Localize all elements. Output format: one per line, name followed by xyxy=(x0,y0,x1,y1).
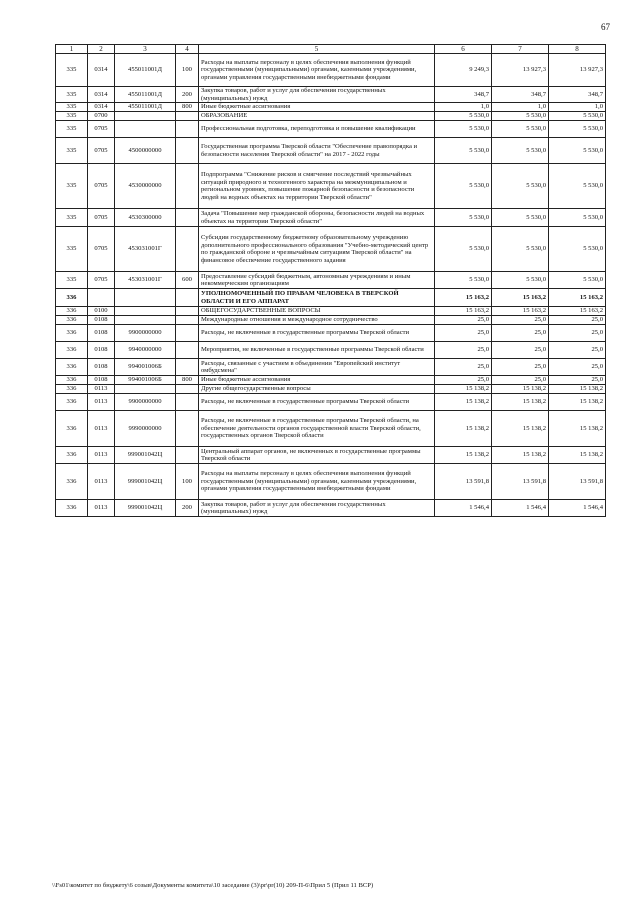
expense-type-cell xyxy=(176,112,199,121)
expense-type-cell: 200 xyxy=(176,87,199,103)
section-code-cell: 0113 xyxy=(88,394,115,411)
section-code-cell: 0113 xyxy=(88,464,115,500)
admin-code-cell: 336 xyxy=(56,316,88,325)
item-name-cell: Расходы, связанные с участием в объединении "Европейский институт омбудсмена" xyxy=(199,359,435,376)
table-row xyxy=(56,447,606,464)
section-code-cell: 0113 xyxy=(88,500,115,517)
amount-cell-col7: 15 138,2 xyxy=(492,447,549,464)
amount-cell-col8: 1 546,4 xyxy=(549,500,606,517)
table-row xyxy=(56,411,606,447)
item-name-cell: Расходы, не включенные в государственные программы Тверской области, на обеспечение деятельности органов государственной власти Тверской области, государственных органов Тверской области xyxy=(199,411,435,447)
item-name-cell: Субсидии государственному бюджетному образовательному учреждению дополнительного профессионального образования "Учебно-методический центр по гражданской обороне и чрезвычайным ситуациям Тверской области" на финансовое обеспечение государственного задания xyxy=(199,227,435,272)
section-code-cell: 0113 xyxy=(88,385,115,394)
table-row xyxy=(56,121,606,138)
expense-type-cell xyxy=(176,316,199,325)
col-header-7: 7 xyxy=(492,45,549,54)
col-header-8: 8 xyxy=(549,45,606,54)
col-header-5: 5 xyxy=(199,45,435,54)
expense-type-cell xyxy=(176,289,199,307)
admin-code-cell: 336 xyxy=(56,447,88,464)
admin-code-cell: 336 xyxy=(56,342,88,359)
expense-type-cell xyxy=(176,325,199,342)
admin-code-cell: 336 xyxy=(56,394,88,411)
amount-cell-col8: 5 530,0 xyxy=(549,227,606,272)
expense-type-cell: 800 xyxy=(176,103,199,112)
target-article-cell: 453031001Г xyxy=(115,227,176,272)
amount-cell-col6: 25,0 xyxy=(435,325,492,342)
table-row xyxy=(56,316,606,325)
target-article-cell: 453031001Г xyxy=(115,272,176,289)
amount-cell-col7: 25,0 xyxy=(492,359,549,376)
admin-code-cell: 335 xyxy=(56,164,88,209)
table-row xyxy=(56,289,606,307)
item-name-cell: Расходы, не включенные в государственные программы Тверской области xyxy=(199,325,435,342)
table-row xyxy=(56,103,606,112)
expense-type-cell: 200 xyxy=(176,500,199,517)
table-row xyxy=(56,227,606,272)
expense-type-cell xyxy=(176,447,199,464)
amount-cell-col6: 1,0 xyxy=(435,103,492,112)
expense-type-cell: 100 xyxy=(176,54,199,87)
amount-cell-col8: 15 138,2 xyxy=(549,385,606,394)
table-row xyxy=(56,385,606,394)
item-name-cell: Иные бюджетные ассигнования xyxy=(199,376,435,385)
section-code-cell: 0100 xyxy=(88,307,115,316)
expense-type-cell xyxy=(176,227,199,272)
amount-cell-col7: 5 530,0 xyxy=(492,112,549,121)
amount-cell-col8: 15 138,2 xyxy=(549,447,606,464)
admin-code-cell: 336 xyxy=(56,307,88,316)
amount-cell-col8: 15 163,2 xyxy=(549,289,606,307)
section-code-cell: 0705 xyxy=(88,164,115,209)
expense-type-cell xyxy=(176,359,199,376)
amount-cell-col8: 25,0 xyxy=(549,316,606,325)
amount-cell-col8: 5 530,0 xyxy=(549,121,606,138)
amount-cell-col6: 9 249,3 xyxy=(435,54,492,87)
expense-type-cell xyxy=(176,385,199,394)
item-name-cell: ОБРАЗОВАНИЕ xyxy=(199,112,435,121)
item-name-cell: Мероприятия, не включенные в государственные программы Тверской области xyxy=(199,342,435,359)
amount-cell-col7: 15 138,2 xyxy=(492,411,549,447)
target-article-cell xyxy=(115,112,176,121)
footer-file-path: \\Fs01\комитет по бюджету\6 созыв\Документы комитета\10 заседание (3)\pr\pr(10) 209-П-6\Прил 5 (Прил 11 ВСР) xyxy=(52,882,374,889)
expense-type-cell xyxy=(176,411,199,447)
target-article-cell: 999001042Ц xyxy=(115,447,176,464)
item-name-cell: Предоставление субсидий бюджетным, автономным учреждениям и иным некоммерческим организациям xyxy=(199,272,435,289)
amount-cell-col7: 15 163,2 xyxy=(492,307,549,316)
amount-cell-col8: 25,0 xyxy=(549,325,606,342)
section-code-cell xyxy=(88,289,115,307)
target-article-cell xyxy=(115,307,176,316)
target-article-cell: 4530000000 xyxy=(115,164,176,209)
expense-type-cell xyxy=(176,342,199,359)
amount-cell-col7: 25,0 xyxy=(492,376,549,385)
amount-cell-col6: 13 591,8 xyxy=(435,464,492,500)
expense-type-cell: 600 xyxy=(176,272,199,289)
amount-cell-col8: 25,0 xyxy=(549,359,606,376)
amount-cell-col8: 25,0 xyxy=(549,376,606,385)
amount-cell-col6: 15 163,2 xyxy=(435,307,492,316)
amount-cell-col6: 5 530,0 xyxy=(435,272,492,289)
target-article-cell: 999001042Ц xyxy=(115,464,176,500)
amount-cell-col7: 5 530,0 xyxy=(492,138,549,164)
expense-type-cell xyxy=(176,121,199,138)
amount-cell-col6: 25,0 xyxy=(435,376,492,385)
amount-cell-col7: 15 138,2 xyxy=(492,385,549,394)
admin-code-cell: 336 xyxy=(56,376,88,385)
amount-cell-col6: 348,7 xyxy=(435,87,492,103)
admin-code-cell: 335 xyxy=(56,227,88,272)
amount-cell-col8: 15 138,2 xyxy=(549,411,606,447)
target-article-cell: 999001042Ц xyxy=(115,500,176,517)
table-row xyxy=(56,112,606,121)
item-name-cell: ОБЩЕГОСУДАРСТВЕННЫЕ ВОПРОСЫ xyxy=(199,307,435,316)
amount-cell-col8: 13 927,3 xyxy=(549,54,606,87)
item-name-cell: УПОЛНОМОЧЕННЫЙ ПО ПРАВАМ ЧЕЛОВЕКА В ТВЕРСКОЙ ОБЛАСТИ И ЕГО АППАРАТ xyxy=(199,289,435,307)
admin-code-cell: 336 xyxy=(56,385,88,394)
item-name-cell: Иные бюджетные ассигнования xyxy=(199,103,435,112)
amount-cell-col6: 15 138,2 xyxy=(435,447,492,464)
item-name-cell: Закупка товаров, работ и услуг для обеспечения государственных (муниципальных) нужд xyxy=(199,87,435,103)
amount-cell-col8: 5 530,0 xyxy=(549,272,606,289)
section-code-cell: 0705 xyxy=(88,138,115,164)
section-code-cell: 0108 xyxy=(88,376,115,385)
admin-code-cell: 335 xyxy=(56,138,88,164)
section-code-cell: 0314 xyxy=(88,103,115,112)
budget-table xyxy=(55,44,606,517)
admin-code-cell: 336 xyxy=(56,411,88,447)
amount-cell-col6: 5 530,0 xyxy=(435,209,492,227)
amount-cell-col8: 1,0 xyxy=(549,103,606,112)
table-row xyxy=(56,342,606,359)
amount-cell-col8: 25,0 xyxy=(549,342,606,359)
target-article-cell: 9900000000 xyxy=(115,394,176,411)
expense-type-cell: 100 xyxy=(176,464,199,500)
section-code-cell: 0108 xyxy=(88,325,115,342)
amount-cell-col6: 15 138,2 xyxy=(435,411,492,447)
target-article-cell: 4530300000 xyxy=(115,209,176,227)
amount-cell-col7: 5 530,0 xyxy=(492,272,549,289)
target-article-cell: 9900000000 xyxy=(115,325,176,342)
table-row xyxy=(56,272,606,289)
table-row xyxy=(56,394,606,411)
section-code-cell: 0314 xyxy=(88,87,115,103)
admin-code-cell: 335 xyxy=(56,209,88,227)
page-number: 67 xyxy=(601,22,610,32)
target-article-cell xyxy=(115,385,176,394)
amount-cell-col6: 5 530,0 xyxy=(435,227,492,272)
target-article-cell xyxy=(115,289,176,307)
admin-code-cell: 335 xyxy=(56,87,88,103)
amount-cell-col7: 15 163,2 xyxy=(492,289,549,307)
target-article-cell: 455011001Д xyxy=(115,54,176,87)
expense-type-cell xyxy=(176,209,199,227)
target-article-cell xyxy=(115,316,176,325)
target-article-cell: 4500000000 xyxy=(115,138,176,164)
section-code-cell: 0108 xyxy=(88,316,115,325)
item-name-cell: Государственная программа Тверской области "Обеспечение правопорядка и безопасности населения Тверской области" на 2017 - 2022 годы xyxy=(199,138,435,164)
amount-cell-col7: 1,0 xyxy=(492,103,549,112)
col-header-2: 2 xyxy=(88,45,115,54)
table-header-row xyxy=(56,45,606,54)
admin-code-cell: 336 xyxy=(56,464,88,500)
admin-code-cell: 335 xyxy=(56,121,88,138)
amount-cell-col6: 15 138,2 xyxy=(435,394,492,411)
expense-type-cell xyxy=(176,138,199,164)
section-code-cell: 0705 xyxy=(88,272,115,289)
amount-cell-col6: 5 530,0 xyxy=(435,112,492,121)
expense-type-cell xyxy=(176,394,199,411)
section-code-cell: 0705 xyxy=(88,209,115,227)
item-name-cell: Расходы на выплаты персоналу в целях обеспечения выполнения функций государственными (муниципальными) органами, казенными учреждениями, органами управления государственными внебюджетными фондами xyxy=(199,464,435,500)
amount-cell-col7: 5 530,0 xyxy=(492,227,549,272)
amount-cell-col7: 1 546,4 xyxy=(492,500,549,517)
item-name-cell: Подпрограмма "Снижение рисков и смягчение последствий чрезвычайных ситуаций природного и техногенного характера на межмуниципальном и региональном уровнях, повышение пожарной безопасности и безопасности людей на водных объектах на территории Тверской области" xyxy=(199,164,435,209)
table-row xyxy=(56,209,606,227)
expense-type-cell xyxy=(176,307,199,316)
amount-cell-col8: 13 591,8 xyxy=(549,464,606,500)
amount-cell-col6: 25,0 xyxy=(435,316,492,325)
col-header-4: 4 xyxy=(176,45,199,54)
target-article-cell xyxy=(115,121,176,138)
amount-cell-col6: 25,0 xyxy=(435,342,492,359)
section-code-cell: 0113 xyxy=(88,411,115,447)
section-code-cell: 0108 xyxy=(88,359,115,376)
section-code-cell: 0113 xyxy=(88,447,115,464)
table-row xyxy=(56,307,606,316)
amount-cell-col7: 25,0 xyxy=(492,325,549,342)
section-code-cell: 0700 xyxy=(88,112,115,121)
table-row xyxy=(56,54,606,87)
admin-code-cell: 336 xyxy=(56,359,88,376)
amount-cell-col7: 25,0 xyxy=(492,316,549,325)
table-row xyxy=(56,164,606,209)
target-article-cell: 455011001Д xyxy=(115,87,176,103)
amount-cell-col7: 25,0 xyxy=(492,342,549,359)
amount-cell-col6: 1 546,4 xyxy=(435,500,492,517)
target-article-cell: 9940000000 xyxy=(115,342,176,359)
admin-code-cell: 336 xyxy=(56,289,88,307)
amount-cell-col8: 5 530,0 xyxy=(549,112,606,121)
amount-cell-col8: 5 530,0 xyxy=(549,164,606,209)
amount-cell-col7: 15 138,2 xyxy=(492,394,549,411)
table-row xyxy=(56,325,606,342)
amount-cell-col7: 13 927,3 xyxy=(492,54,549,87)
section-code-cell: 0705 xyxy=(88,121,115,138)
amount-cell-col6: 5 530,0 xyxy=(435,138,492,164)
section-code-cell: 0108 xyxy=(88,342,115,359)
amount-cell-col6: 5 530,0 xyxy=(435,164,492,209)
table-body xyxy=(56,54,606,517)
section-code-cell: 0314 xyxy=(88,54,115,87)
expense-type-cell xyxy=(176,164,199,209)
amount-cell-col8: 15 163,2 xyxy=(549,307,606,316)
target-article-cell: 9990000000 xyxy=(115,411,176,447)
amount-cell-col6: 5 530,0 xyxy=(435,121,492,138)
admin-code-cell: 336 xyxy=(56,500,88,517)
admin-code-cell: 335 xyxy=(56,103,88,112)
table-row xyxy=(56,138,606,164)
table-row xyxy=(56,87,606,103)
section-code-cell: 0705 xyxy=(88,227,115,272)
table-row xyxy=(56,464,606,500)
amount-cell-col7: 5 530,0 xyxy=(492,209,549,227)
amount-cell-col6: 25,0 xyxy=(435,359,492,376)
amount-cell-col6: 15 163,2 xyxy=(435,289,492,307)
admin-code-cell: 335 xyxy=(56,272,88,289)
amount-cell-col7: 5 530,0 xyxy=(492,164,549,209)
amount-cell-col6: 15 138,2 xyxy=(435,385,492,394)
target-article-cell: 455011001Д xyxy=(115,103,176,112)
item-name-cell: Другие общегосударственные вопросы xyxy=(199,385,435,394)
amount-cell-col8: 348,7 xyxy=(549,87,606,103)
item-name-cell: Расходы на выплаты персоналу в целях обеспечения выполнения функций государственными (муниципальными) органами, казенными учреждениями, органами управления государственными внебюджетными фондами xyxy=(199,54,435,87)
amount-cell-col7: 5 530,0 xyxy=(492,121,549,138)
item-name-cell: Задача "Повышение мер гражданской обороны, безопасности людей на водных объектах на территории Тверской области" xyxy=(199,209,435,227)
table-row xyxy=(56,376,606,385)
amount-cell-col7: 13 591,8 xyxy=(492,464,549,500)
amount-cell-col7: 348,7 xyxy=(492,87,549,103)
item-name-cell: Закупка товаров, работ и услуг для обеспечения государственных (муниципальных) нужд xyxy=(199,500,435,517)
col-header-1: 1 xyxy=(56,45,88,54)
item-name-cell: Международные отношения и международное сотрудничество xyxy=(199,316,435,325)
amount-cell-col8: 15 138,2 xyxy=(549,394,606,411)
admin-code-cell: 335 xyxy=(56,112,88,121)
admin-code-cell: 335 xyxy=(56,54,88,87)
item-name-cell: Профессиональная подготовка, переподготовка и повышение квалификации xyxy=(199,121,435,138)
item-name-cell: Расходы, не включенные в государственные программы Тверской области xyxy=(199,394,435,411)
target-article-cell: 994001006Б xyxy=(115,359,176,376)
item-name-cell: Центральный аппарат органов, не включенных в государственные программы Тверской области xyxy=(199,447,435,464)
col-header-6: 6 xyxy=(435,45,492,54)
table-row xyxy=(56,500,606,517)
col-header-3: 3 xyxy=(115,45,176,54)
admin-code-cell: 336 xyxy=(56,325,88,342)
amount-cell-col8: 5 530,0 xyxy=(549,138,606,164)
table-row xyxy=(56,359,606,376)
expense-type-cell: 800 xyxy=(176,376,199,385)
target-article-cell: 994001006Б xyxy=(115,376,176,385)
amount-cell-col8: 5 530,0 xyxy=(549,209,606,227)
